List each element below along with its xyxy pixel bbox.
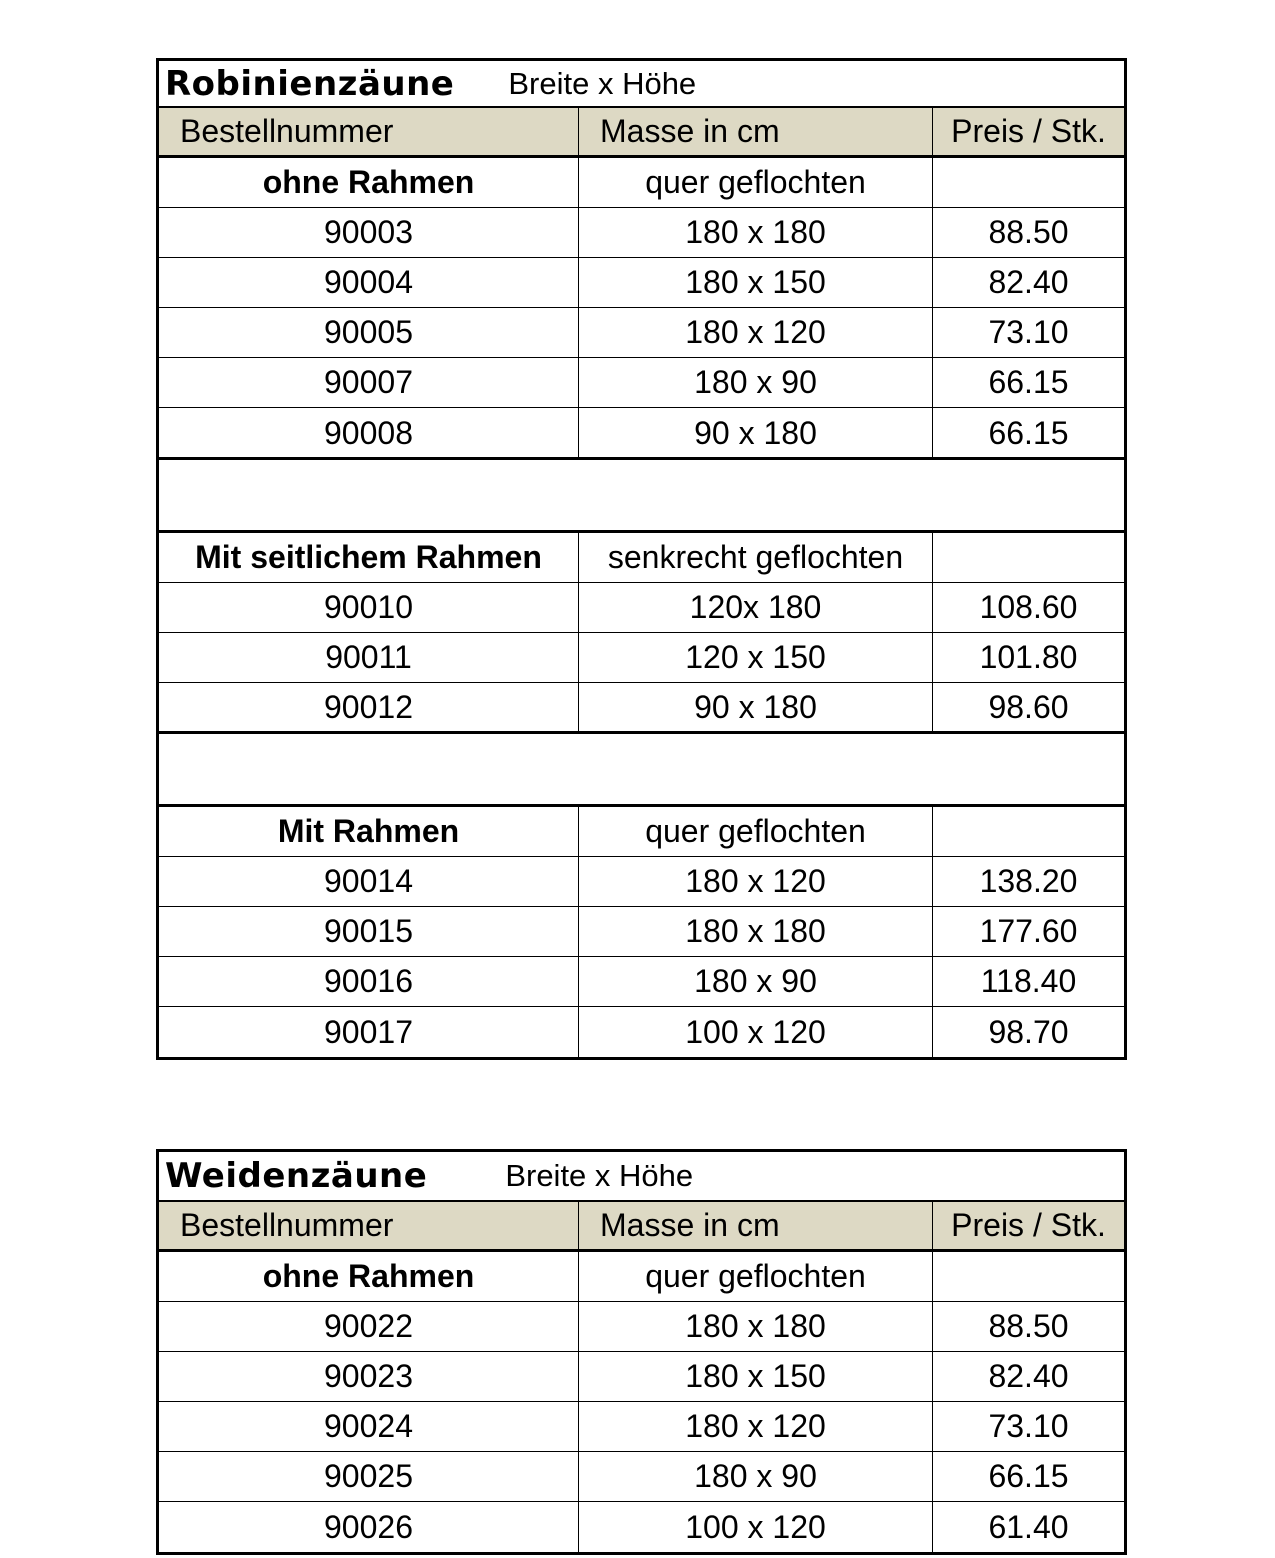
table-row <box>159 1007 1124 1057</box>
order-number: 90004 <box>159 258 579 307</box>
header-order-number: Bestellnummer <box>159 1202 579 1249</box>
column-header-row <box>159 1202 1124 1252</box>
group-row <box>159 533 1124 583</box>
dimensions: 180 x 150 <box>579 1352 933 1401</box>
dimensions: 180 x 120 <box>579 1402 933 1451</box>
table-row <box>159 408 1124 458</box>
price: 66.15 <box>988 414 1069 451</box>
order-number: 90014 <box>159 857 579 906</box>
group-label: Mit Rahmen <box>159 807 579 856</box>
order-number: 90005 <box>159 308 579 357</box>
table-row <box>159 957 1124 1007</box>
dimensions: 180 x 90 <box>579 358 933 407</box>
table-row <box>159 683 1124 733</box>
price: 138.20 <box>979 863 1078 899</box>
dimensions: 180 x 180 <box>579 208 933 257</box>
dimensions: 90 x 180 <box>579 408 933 458</box>
price: 108.60 <box>979 588 1078 625</box>
table-row <box>159 907 1124 957</box>
table-row <box>159 633 1124 683</box>
group-row <box>159 158 1124 208</box>
table-row <box>159 583 1124 633</box>
dimensions: 100 x 120 <box>579 1007 933 1057</box>
group-label: ohne Rahmen <box>159 158 579 207</box>
table-title: Weidenzäune <box>165 1156 428 1196</box>
table-subtitle: Breite x Höhe <box>508 65 697 101</box>
order-number: 90003 <box>159 208 579 257</box>
table-row <box>159 208 1124 258</box>
group-type: quer geflochten <box>579 1252 933 1301</box>
table-row <box>159 358 1124 408</box>
price: 66.15 <box>988 1458 1069 1494</box>
price: 101.80 <box>979 638 1078 675</box>
table-row <box>159 308 1124 358</box>
header-price: Preis / Stk. <box>951 1207 1106 1243</box>
group-label: ohne Rahmen <box>159 1252 579 1301</box>
dimensions: 120x 180 <box>579 583 933 632</box>
price: 88.50 <box>988 214 1069 250</box>
table-row <box>159 1502 1124 1552</box>
price: 118.40 <box>980 963 1077 999</box>
group-row <box>159 1252 1124 1302</box>
price: 82.40 <box>988 1358 1069 1394</box>
price: 66.15 <box>988 364 1069 400</box>
price: 82.40 <box>988 264 1069 300</box>
table-title-row <box>159 61 1124 108</box>
dimensions: 90 x 180 <box>579 683 933 733</box>
group-label: Mit seitlichem Rahmen <box>159 533 579 582</box>
order-number: 90008 <box>159 408 579 458</box>
header-order-number: Bestellnummer <box>159 108 579 155</box>
order-number: 90026 <box>159 1502 579 1552</box>
header-price: Preis / Stk. <box>951 113 1106 149</box>
order-number: 90024 <box>159 1402 579 1451</box>
robinien-table <box>156 58 1127 1060</box>
group-row <box>159 807 1124 857</box>
order-number: 90016 <box>159 957 579 1006</box>
table-title: Robinienzäune <box>165 63 455 104</box>
table-row <box>159 1402 1124 1452</box>
order-number: 90017 <box>159 1007 579 1057</box>
order-number: 90007 <box>159 358 579 407</box>
price: 177.60 <box>979 913 1078 949</box>
group-empty-cell <box>933 807 1124 856</box>
header-dimensions: Masse in cm <box>579 108 933 155</box>
order-number: 90012 <box>159 683 579 733</box>
table-subtitle: Breite x Höhe <box>505 1158 694 1193</box>
dimensions: 180 x 150 <box>579 258 933 307</box>
table-row <box>159 258 1124 308</box>
dimensions: 180 x 90 <box>579 1452 933 1501</box>
price: 98.60 <box>988 689 1069 725</box>
table-row <box>159 1352 1124 1402</box>
dimensions: 180 x 180 <box>579 907 933 956</box>
header-dimensions: Masse in cm <box>579 1202 933 1249</box>
order-number: 90025 <box>159 1452 579 1501</box>
price: 61.40 <box>988 1508 1069 1545</box>
table-row <box>159 1302 1124 1352</box>
group-type: quer geflochten <box>579 807 933 856</box>
order-number: 90011 <box>159 633 579 682</box>
group-empty-cell <box>933 1252 1124 1301</box>
order-number: 90022 <box>159 1302 579 1351</box>
order-number: 90010 <box>159 583 579 632</box>
order-number: 90023 <box>159 1352 579 1401</box>
dimensions: 180 x 120 <box>579 308 933 357</box>
price: 73.10 <box>988 1408 1069 1444</box>
dimensions: 100 x 120 <box>579 1502 933 1552</box>
group-type: quer geflochten <box>579 158 933 207</box>
price: 88.50 <box>988 1308 1069 1344</box>
table-title-row <box>159 1152 1124 1202</box>
group-empty-cell <box>933 533 1124 582</box>
group-spacer <box>159 457 1124 533</box>
group-type: senkrecht geflochten <box>579 533 933 582</box>
price: 98.70 <box>988 1013 1069 1050</box>
group-spacer <box>159 731 1124 807</box>
column-header-row <box>159 108 1124 158</box>
order-number: 90015 <box>159 907 579 956</box>
dimensions: 180 x 120 <box>579 857 933 906</box>
table-row <box>159 857 1124 907</box>
dimensions: 120 x 150 <box>579 633 933 682</box>
table-row <box>159 1452 1124 1502</box>
group-empty-cell <box>933 158 1124 207</box>
weiden-table <box>156 1149 1127 1555</box>
dimensions: 180 x 180 <box>579 1302 933 1351</box>
price: 73.10 <box>988 314 1069 350</box>
dimensions: 180 x 90 <box>579 957 933 1006</box>
